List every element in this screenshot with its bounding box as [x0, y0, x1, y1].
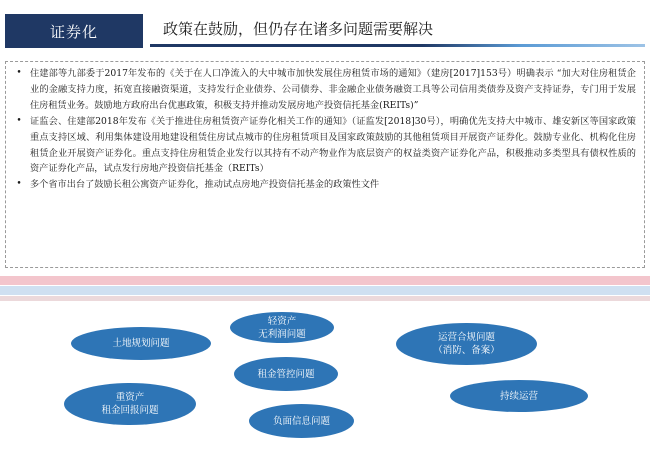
policy-bullet-text: 证监会、住建部2018年发布《关于推进住房租赁资产证券化相关工作的通知》（证监发[2018]30号），明确优先支持大中城市、雄安新区等国家政策重点支持区域、利用集体建设用地建设租赁住房试点城市的住房租赁项目及国家政策鼓励的其他租赁项目开展资产证券化。鼓励专业化、机构化住房租赁企业开展资产证券化。重点支持住房租赁企业发行以其持有不动产物业作为底层资产的权益类资产证券化产品，积极推动多类型具有债权性质的资产证券化产品，试点发行房地产投资信托基金（REITs）: [30, 115, 636, 175]
issue-label: 土地规划问题: [112, 338, 170, 349]
issue-label: 重资产: [115, 392, 145, 403]
divider-stripe-pink: [0, 276, 650, 285]
section-badge: 证券化: [5, 14, 143, 48]
policy-text-box: [5, 61, 645, 268]
issue-ops-compliance: [396, 323, 537, 365]
issue-light-asset: [230, 312, 334, 343]
issue-sustainable-ops: [450, 380, 588, 412]
policy-bullet-text: 多个省市出台了鼓励长租公寓资产证券化，推动试点房地产投资信托基金的政策性文件: [30, 179, 380, 191]
policy-bullet-2: [14, 114, 636, 178]
bullet-dot-icon: •: [16, 115, 22, 126]
issue-label: 轻资产: [267, 315, 297, 327]
issue-label: 持续运营: [499, 390, 538, 402]
bullet-dot-icon: •: [16, 179, 22, 190]
page-title: 政策在鼓励，但仍存在诸多问题需要解决: [163, 20, 434, 38]
issue-heavy-asset: [64, 383, 196, 425]
divider-stripe-blue: [0, 286, 650, 295]
issue-land-planning: [71, 327, 211, 360]
issue-negative-info: [249, 404, 354, 438]
issue-label: 负面信息问题: [272, 415, 330, 427]
issue-label: 无利润问题: [258, 328, 306, 340]
policy-bullet-text: 住建部等九部委于2017年发布的《关于在人口净流入的大中城市加快发展住房租赁市场的通知》（建房[2017]153号）明确表示 “加大对住房租赁企业的金融支持力度，拓宽直接融资渠道，支持发行企业债券、公司债券、非金融企业债务融资工具等公司信用类债券及资产支持证券，专门用于发展住房租赁业务。鼓励地方政府出台优惠政策，积极支持并推动发展房地产投资信托基金(REITs)”: [30, 68, 636, 111]
divider-stripe-light: [0, 296, 650, 301]
policy-bullet-1: [14, 66, 636, 114]
bullet-dot-icon: •: [16, 68, 22, 78]
title-underline: [150, 44, 645, 47]
issue-label: 运营合规问题: [437, 332, 495, 343]
issue-label: （消防、备案）: [433, 345, 500, 356]
issue-rent-control: [234, 357, 338, 391]
issue-label: 租金管控问题: [257, 368, 315, 380]
issue-label: 租金回报问题: [101, 405, 159, 416]
policy-bullet-3: [14, 177, 636, 193]
